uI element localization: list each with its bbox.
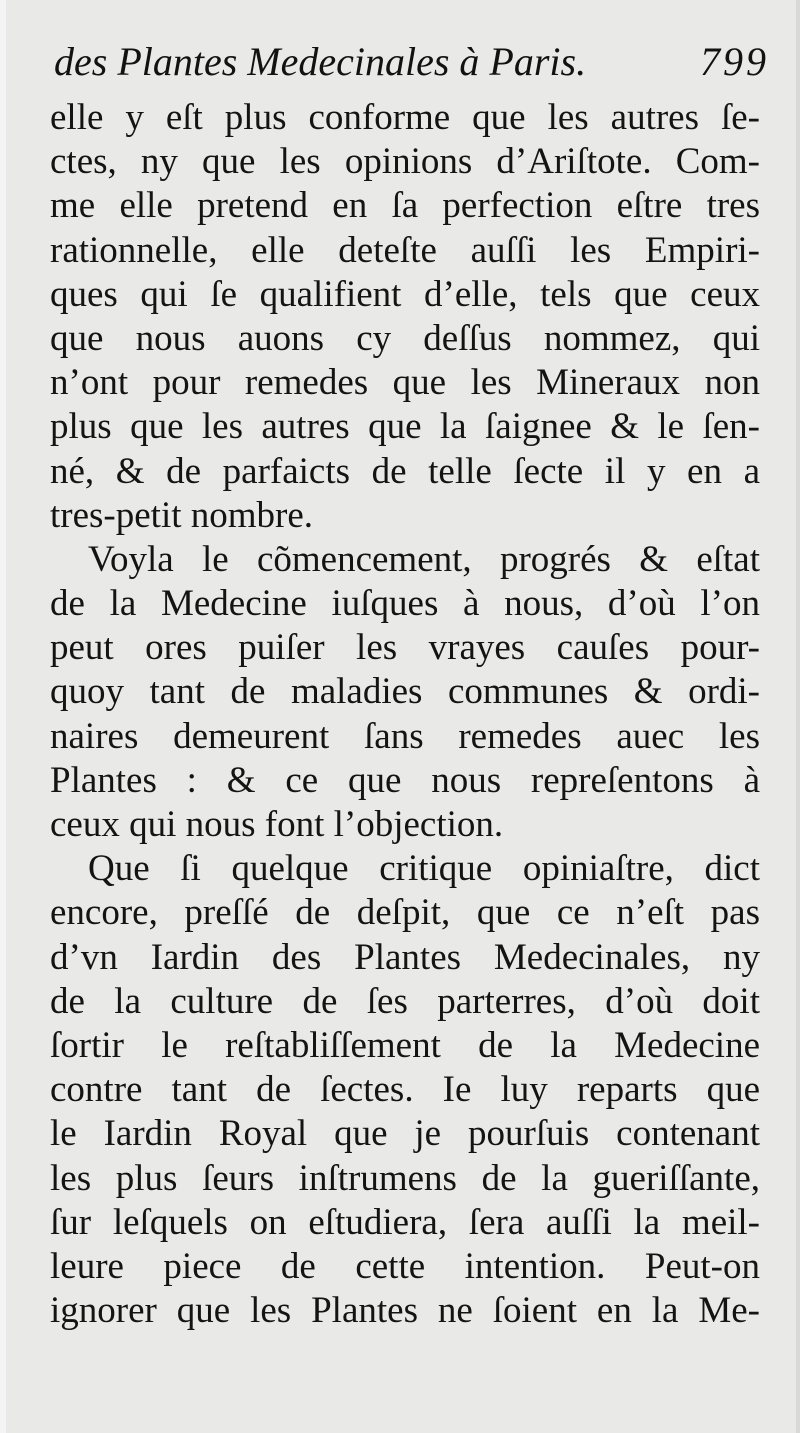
- text-line: n’ont pour remedes que les Mineraux non: [50, 362, 760, 404]
- text-line: de la culture de ſes parterres, d’où doit: [50, 980, 760, 1022]
- text-line: Plantes : & ce que nous repreſentons à: [50, 759, 760, 801]
- text-line: ctes, ny que les opinions d’Ariſtote. Com-: [50, 141, 760, 183]
- text-line: ſortir le reſtabliſſement de la Medecine: [50, 1024, 760, 1066]
- text-line: les plus ſeurs inſtrumens de la gueriſſante,: [50, 1157, 760, 1199]
- text-line: leure piece de cette intention. Peut-on: [50, 1245, 760, 1287]
- text-line: ignorer que les Plantes ne ſoient en la Me-: [50, 1290, 760, 1332]
- text-line: Voyla le cõmencement, progrés & eſtat: [88, 538, 760, 580]
- body-text: [50, 96, 760, 1333]
- text-line: naires demeurent ſans remedes auec les: [50, 715, 760, 757]
- page-number: 799: [700, 39, 769, 84]
- text-line: me elle pretend en ſa perfection eſtre tres: [50, 185, 760, 227]
- text-line: rationnelle, elle deteſte auſſi les Empiri-: [50, 229, 760, 271]
- text-line: contre tant de ſectes. Ie luy reparts que: [50, 1069, 760, 1111]
- text-line: né, & de parfaicts de telle ſecte il y en a: [50, 450, 760, 492]
- text-line: ſur leſquels on eſtudiera, ſera auſſi la meil-: [50, 1201, 760, 1243]
- text-line: ques qui ſe qualifient d’elle, tels que ceux: [50, 273, 760, 315]
- text-line: tres-petit nombre.: [50, 494, 314, 536]
- text-line: peut ores puiſer les vrayes cauſes pour-: [50, 627, 760, 669]
- text-line: le Iardin Royal que je pourſuis contenant: [50, 1113, 760, 1155]
- running-head: des Plantes Medecinales à Paris.: [54, 39, 587, 84]
- page-left-edge: [0, 0, 6, 1433]
- text-line: de la Medecine iuſques à nous, d’où l’on: [50, 583, 760, 625]
- text-line: encore, preſſé de deſpit, que ce n’eſt pas: [50, 892, 760, 934]
- text-line: quoy tant de maladies communes & ordi-: [50, 671, 760, 713]
- text-line: d’vn Iardin des Plantes Medecinales, ny: [50, 936, 760, 978]
- text-line: que nous auons cy deſſus nommez, qui: [50, 317, 760, 359]
- text-line: Que ſi quelque critique opiniaſtre, dict: [88, 848, 760, 890]
- page-header: [54, 38, 769, 98]
- text-line: ceux qui nous font l’objection.: [50, 804, 504, 845]
- text-line: elle y eſt plus conforme que les autres ſe-: [50, 97, 760, 138]
- page-right-edge: [796, 0, 800, 1433]
- text-line: plus que les autres que la ſaignee & le ſen-: [50, 406, 760, 448]
